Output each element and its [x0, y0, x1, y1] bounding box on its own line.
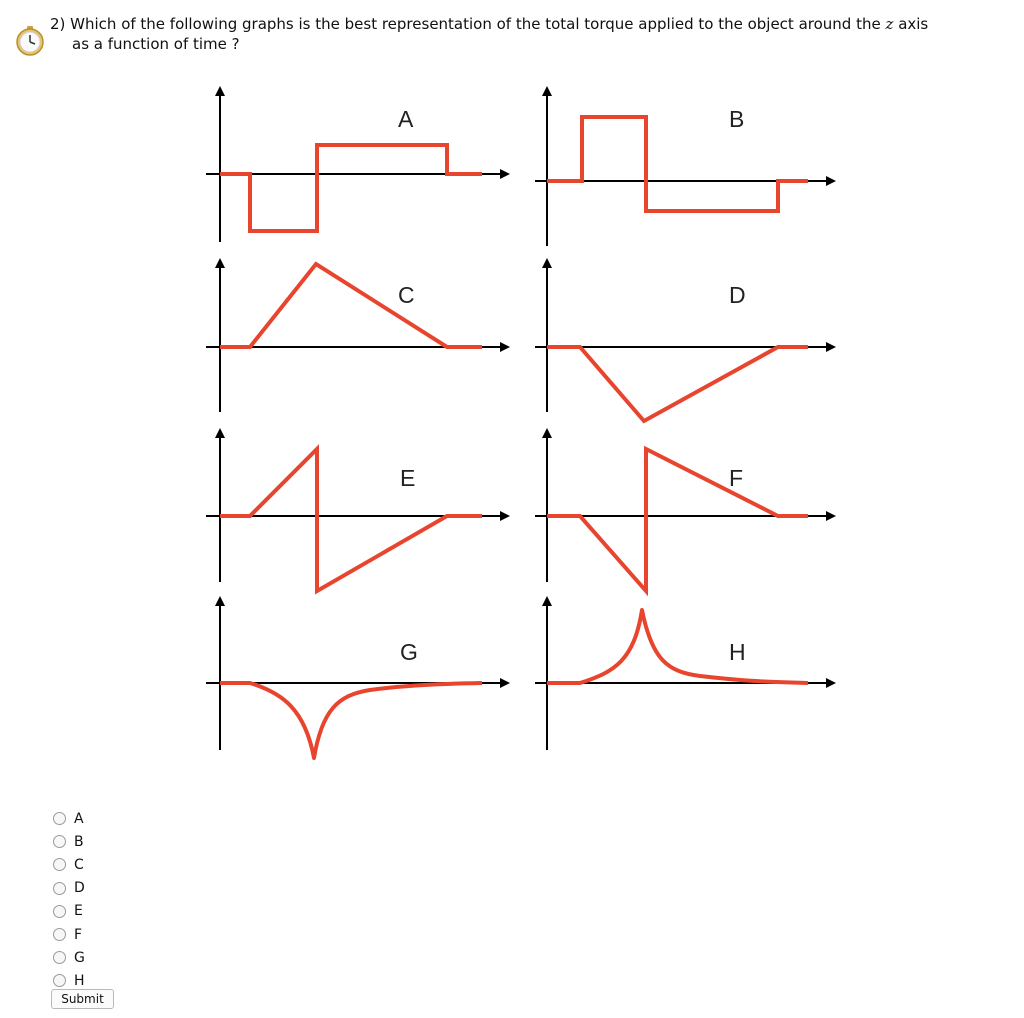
option-c[interactable] [53, 853, 85, 876]
radio-g[interactable] [53, 951, 66, 964]
question-line1-end: axis [898, 15, 929, 33]
graph-g-label: G [400, 639, 418, 665]
radio-d[interactable] [53, 882, 66, 895]
option-g[interactable] [53, 946, 85, 969]
graph-c [206, 260, 508, 412]
graph-a [206, 88, 508, 242]
radio-c[interactable] [53, 858, 66, 871]
graph-d-curve [547, 347, 808, 421]
graph-a-label: A [398, 106, 414, 132]
radio-e[interactable] [53, 905, 66, 918]
graph-a-curve [220, 145, 482, 231]
graph-f-curve [547, 449, 808, 591]
graph-g [206, 598, 508, 758]
option-d-label: D [74, 880, 85, 897]
option-a-label: A [74, 810, 84, 827]
radio-h[interactable] [53, 974, 66, 987]
submit-button[interactable]: Submit [51, 989, 114, 1009]
option-h-label: H [74, 972, 85, 989]
question-line2: as a function of time ? [72, 35, 240, 53]
radio-b[interactable] [53, 835, 66, 848]
graph-c-curve [220, 264, 482, 347]
radio-f[interactable] [53, 928, 66, 941]
answer-options [53, 807, 85, 993]
option-g-label: G [74, 949, 85, 966]
graph-e-curve [220, 449, 482, 591]
graph-c-label: C [398, 282, 415, 308]
option-a[interactable] [53, 807, 85, 830]
graph-h-curve [547, 610, 808, 683]
graph-b-label: B [729, 106, 745, 132]
graph-b-curve [547, 117, 808, 211]
graph-h-label: H [729, 639, 746, 665]
graph-d [535, 260, 834, 421]
z-variable: z [885, 15, 894, 33]
option-b[interactable] [53, 830, 85, 853]
option-f-label: F [74, 926, 83, 943]
radio-a[interactable] [53, 812, 66, 825]
graph-h [535, 598, 834, 750]
graph-d-label: D [729, 282, 746, 308]
option-e-label: E [74, 903, 83, 920]
option-b-label: B [74, 833, 84, 850]
graph-e-label: E [400, 465, 416, 491]
graph-e [206, 430, 508, 591]
option-c-label: C [74, 856, 84, 873]
graph-b [535, 88, 834, 246]
option-e[interactable] [53, 900, 85, 923]
graph-f-label: F [729, 465, 744, 491]
graph-g-curve [220, 683, 482, 758]
question-line1: 2) Which of the following graphs is the best representation of the total torque applied to the object around the [50, 15, 881, 33]
option-f[interactable] [53, 923, 85, 946]
graph-f [535, 430, 834, 591]
option-d[interactable] [53, 877, 85, 900]
